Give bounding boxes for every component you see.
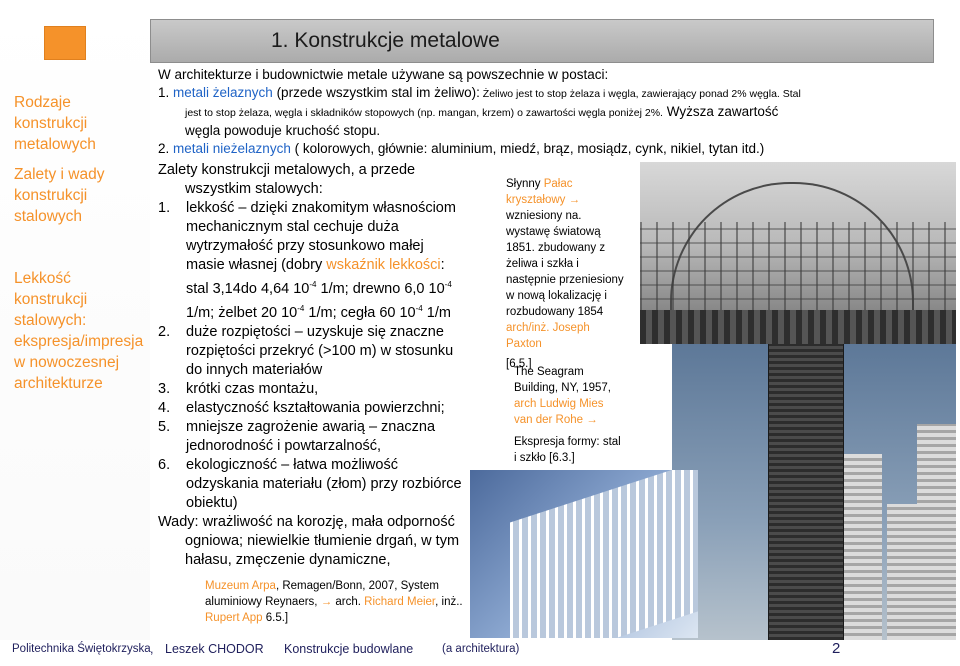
intro-item-1-prefix: 1. [158,85,174,100]
zalety-item-1-num: 1. [158,200,171,216]
mass-c: : [440,257,445,273]
sidebar-item-rodzaje[interactable]: Rodzaje konstrukcji metalowych [14,94,96,153]
arp-l2b: arch. [332,596,365,608]
intro-item-1-rest: (przede wszystkim stal im żeliwo): [272,85,480,100]
building-3 [917,424,956,640]
building-2 [887,504,917,640]
building-1 [842,454,882,640]
zalety-item-6 [158,456,498,513]
wady-l3: hałasu, zmęczenie dynamiczne, [185,551,391,568]
crystal-l6: żeliwa i szkła i [506,258,579,270]
intro-item-1-small: Żeliwo jest to stop żelaza i węgla, zawierający ponad 2% węgla. Stal [479,88,801,100]
arp-museum-facade [510,470,698,638]
intro-item-2-prefix: 2. [158,141,174,156]
zalety-section [158,161,498,570]
intro-item-1-cont [158,103,948,122]
intro-item-1-small2: jest to stop żelaza, węgla i składników stopowych (np. mangan, krzem) o zawartości węgla poniżej 2%. [185,107,663,119]
seagram-l4-text: van der Rohe [514,414,584,426]
arp-l2a: aluminiowy Reynaers, [205,596,318,608]
seagram-photo [672,344,956,640]
footer-sep: , [150,642,154,656]
zalety-item-6-num: 6. [158,456,171,473]
intro-item-2-rest: ( kolorowych, głównie: aluminium, miedź, brąz, mosiądz, cynk, nikiel, tytan itd.) [290,141,765,156]
caption-arp [205,578,505,626]
crystal-l11: Paxton [506,338,542,350]
zalety-item-2-l3: do innych materiałów [186,361,323,378]
sidebar-item-zalety[interactable]: Zalety i wady konstrukcji stalowych [14,166,105,225]
arrow-icon: → [586,414,598,426]
crystal-l1a: Słynny [506,178,544,190]
zalety-item-5-l2: jednorodność i powtarzalność, [186,437,382,454]
zalety-item-5 [158,418,498,456]
caption-seagram [514,364,644,466]
footer [0,640,960,660]
intro-text [158,66,948,158]
crystal-ref: [6.5.] [506,358,532,370]
arrow-icon: → [568,194,581,206]
zalety-item-5-num: 5. [158,418,171,435]
mass-a: masie własnej (dobry [186,257,327,273]
arp-l2d: , inż.. [435,596,463,608]
zalety-item-4-num: 4. [158,399,171,416]
arrow-icon: → [320,596,333,608]
arp-l2c: Richard Meier [364,596,436,608]
crystal-palace-photo [640,162,956,344]
crystal-l3: wzniesiony na. [506,210,582,222]
seagram-tower [768,344,844,640]
intro-item-2-blue: metali nieżelaznych [173,141,291,156]
logo-square [44,26,86,60]
unit-1m: 1/m; żelbet 20 10 [186,304,298,321]
arp-l1a: Muzeum Arpa [205,580,276,592]
zalety-heading-1: Zalety konstrukcji metalowych, a przede [158,162,416,178]
zalety-item-1-l3: wytrzymałość przy stosunkowo małej [186,238,424,254]
crystal-l7: następnie przeniesiony [506,274,624,286]
crystal-palace-crowd [640,310,956,344]
zalety-item-1-l4 [186,256,456,275]
page-number: 2 [832,640,841,657]
seagram-l6: i szkło [6.3.] [514,452,575,464]
crystal-l2-text: kryształowy [506,194,566,206]
arp-l1b: , Remagen/Bonn, 2007, System [275,580,439,592]
intro-item-1-blue: metali żelaznych [173,85,273,100]
zalety-item-3 [158,380,498,399]
zalety-item-4 [158,399,498,418]
mass-b: wskaźnik lekkości [326,257,441,273]
crystal-l2 [506,192,636,208]
stal-b: 1/m; drewno 6,0 10 [316,280,445,297]
intro-line: W architekturze i budownictwie metale używane są powszechnie w postaci: [158,67,609,82]
seagram-l5: Ekspresja formy: stal [514,436,621,448]
crystal-l1 [506,176,636,192]
arp-l3 [205,610,505,626]
page-title: 1. Konstrukcje metalowe [271,29,500,52]
exp-4: -4 [415,303,423,313]
zalety-item-3-num: 3. [158,380,171,397]
intro-item-1 [158,84,948,103]
zalety-item-1-l1: lekkość – dzięki znakomitym własnościom [186,200,456,216]
arp-l2 [205,594,505,610]
zalety-item-6-l3: obiektu) [186,494,238,511]
zalety-item-6-l2: odzyskania materiału (złom) przy rozbiórce [186,475,462,492]
stal-d: 1/m; cegła 60 10 [304,304,416,321]
stal-e: 1/m [422,304,451,321]
intro-item-1-tail: Wyższa zawartość [662,104,779,119]
zalety-item-2-num: 2. [158,323,171,340]
zalety-item-4-l1: elastyczność kształtowania powierzchni; [186,399,445,416]
exp-2: -4 [444,280,452,289]
arp-l3b: 6.5.] [262,612,289,624]
zalety-item-1 [158,199,498,323]
zalety-item-2 [158,323,498,380]
exp-3: -4 [297,303,305,313]
crystal-l4: wystawę światową [506,226,601,238]
seagram-l1: The Seagram [514,366,584,378]
stal-a: stal 3,14do 4,64 10 [186,280,310,297]
seagram-l4 [514,412,644,428]
wady-l1: Wady: wrażliwość na korozję, mała odporność [158,513,455,530]
zalety-item-2-l2: rozpiętości przekryć (>100 m) w stosunku [186,342,454,359]
sidebar [0,0,150,640]
footer-author: Leszek CHODOR [165,642,264,656]
arp-l1 [205,578,505,594]
zalety-heading-2: wszystkim stalowych: [185,181,323,197]
zalety-item-2-l1: duże rozpiętości – uzyskuje się znaczne [186,323,444,340]
wady-l2: ogniowa; niewielkie tłumienie drgań, w tym [185,532,460,549]
zalety-item-6-l1: ekologiczność – łatwa możliwość [186,456,398,473]
crystal-l9: rozbudowany 1854 [506,306,604,318]
zalety-item-5-l1: mniejsze zagrożenie awarią – znaczna [186,418,436,435]
zalety-item-3-l1: krótki czas montażu, [186,380,319,397]
arp-l3a: Rupert App [205,612,263,624]
zalety-item-1-l5 [186,275,456,299]
footer-sub: (a architektura) [442,643,520,655]
zalety-item-1-l6 [186,299,456,323]
intro-item-1-tail2: węgla powoduje kruchość stopu. [185,123,381,138]
exp-1: -4 [309,280,317,289]
crystal-l1b: Pałac [543,178,573,190]
crystal-l10: arch/inż. Joseph [506,322,590,334]
intro-item-2 [158,140,948,158]
footer-course: Konstrukcje budowlane [284,642,414,656]
seagram-l2: Building, NY, 1957, [514,382,611,394]
caption-crystal-palace [506,176,636,372]
sidebar-item-lekkosc[interactable]: Lekkość konstrukcji stalowych: ekspresja/impresja w nowoczesnej architekturze [14,270,144,392]
zalety-item-1-l2: mechanicznym stal cechuje duża [186,219,399,235]
crystal-l5: 1851. zbudowany z [506,242,606,254]
seagram-l3: arch Ludwig Mies [514,398,604,410]
footer-school: Politechnika Świętokrzyska [12,643,151,655]
title-bar [150,19,934,63]
crystal-l8: w nową lokalizację i [506,290,607,302]
